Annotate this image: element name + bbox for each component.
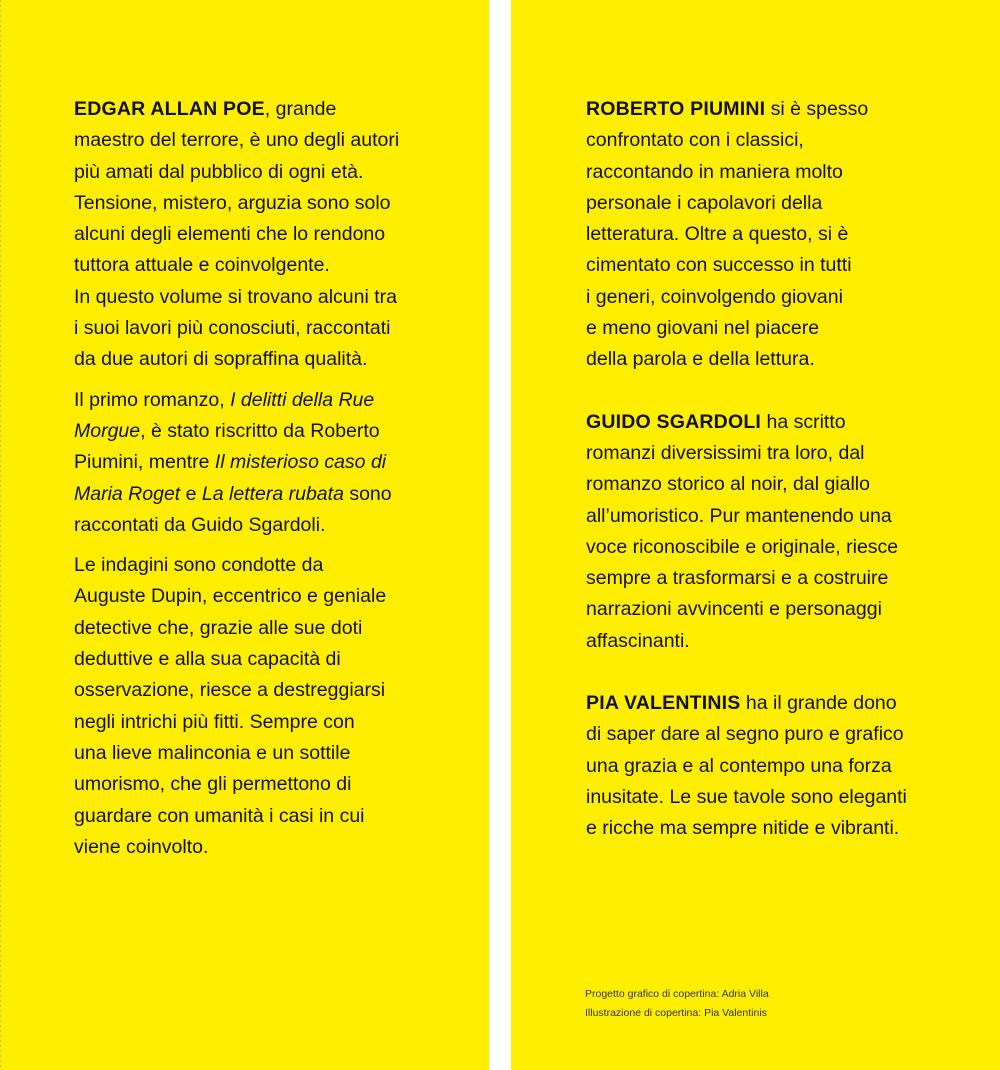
poe-text-block: EDGAR ALLAN POE, grande maestro del terrore, è uno degli autori più amati dal pubblico di ogni età. Tensione, mistero, arguzia sono solo alcuni degli elementi che lo rendono tuttora attuale e coinvolgente. In questo volume si trovano alcuni tra i suoi lavori più conosciuti, raccontati da due autori di sopraffina qualità. Il primo romanzo, I delitti della Rue Morgue, è stato riscritto da Roberto Piumini, mentre Il misterioso caso di Maria Roget e La lettera rubata sono raccontati da Guido Sgardoli. Le indagini sono condotte da Auguste Dupin, eccentrico e geniale detective che, grazie alle sue doti deduttive e alla sua capacità di osservazione, riesce a destreggiarsi negli intrichi più fitti. Sempre con una lieve malinconia e un sottile umorismo, che gli permettono di guardare con umanità i casi in cui viene coinvolto.: [74, 98, 400, 858]
author-name-poe: EDGAR ALLAN POE: [74, 98, 265, 120]
author-name-valentinis: PIA VALENTINIS: [586, 692, 741, 715]
title-maria-roget: Il misterioso caso di: [214, 451, 387, 474]
title-rue-morgue: I delitti della Rue: [230, 388, 375, 411]
author-name-piumini: ROBERTO PIUMINI: [586, 98, 766, 120]
title-lettera-rubata: La lettera rubata: [201, 482, 344, 505]
paragraph-stories: Il primo romanzo, I delitti della Rue: [74, 388, 375, 411]
credit-illustration: Illustrazione di copertina: Pia Valentinis: [585, 1007, 767, 1019]
left-flap: [0, 0, 489, 1070]
fold-edge: [0, 0, 1, 1070]
credit-design: Progetto grafico di copertina: Adria Villa: [585, 988, 769, 1000]
authors-bio-block: ROBERTO PIUMINI si è spesso confrontato con i classici, raccontando in maniera molto personale i capolavori della letteratura. Oltre a questo, si è cimentato con successo in tutti i generi, coinvolgendo giovani e meno giovani nel piacere della parola e della lettura. GUIDO SGARDOLI ha scritto romanzi diversissimi tra loro, dal romanzo storico al noir, dal giallo all’umoristico. Pur mantenendo una voce riconoscibile e originale, riesce sempre a trasformarsi e a costruire narrazioni avvincenti e personaggi affascinanti. PIA VALENTINIS ha il grande dono di saper dare al segno puro e grafico una grazia e al contempo una forza inusitate. Le sue tavole sono eleganti e ricche ma sempre nitide e vibranti.: [586, 98, 907, 840]
paragraph-dupin: Le indagini sono condotte da: [74, 554, 324, 577]
cover-credits: [585, 985, 769, 1023]
author-name-sgardoli: GUIDO SGARDOLI: [586, 410, 762, 433]
right-flap: [511, 0, 1000, 1070]
